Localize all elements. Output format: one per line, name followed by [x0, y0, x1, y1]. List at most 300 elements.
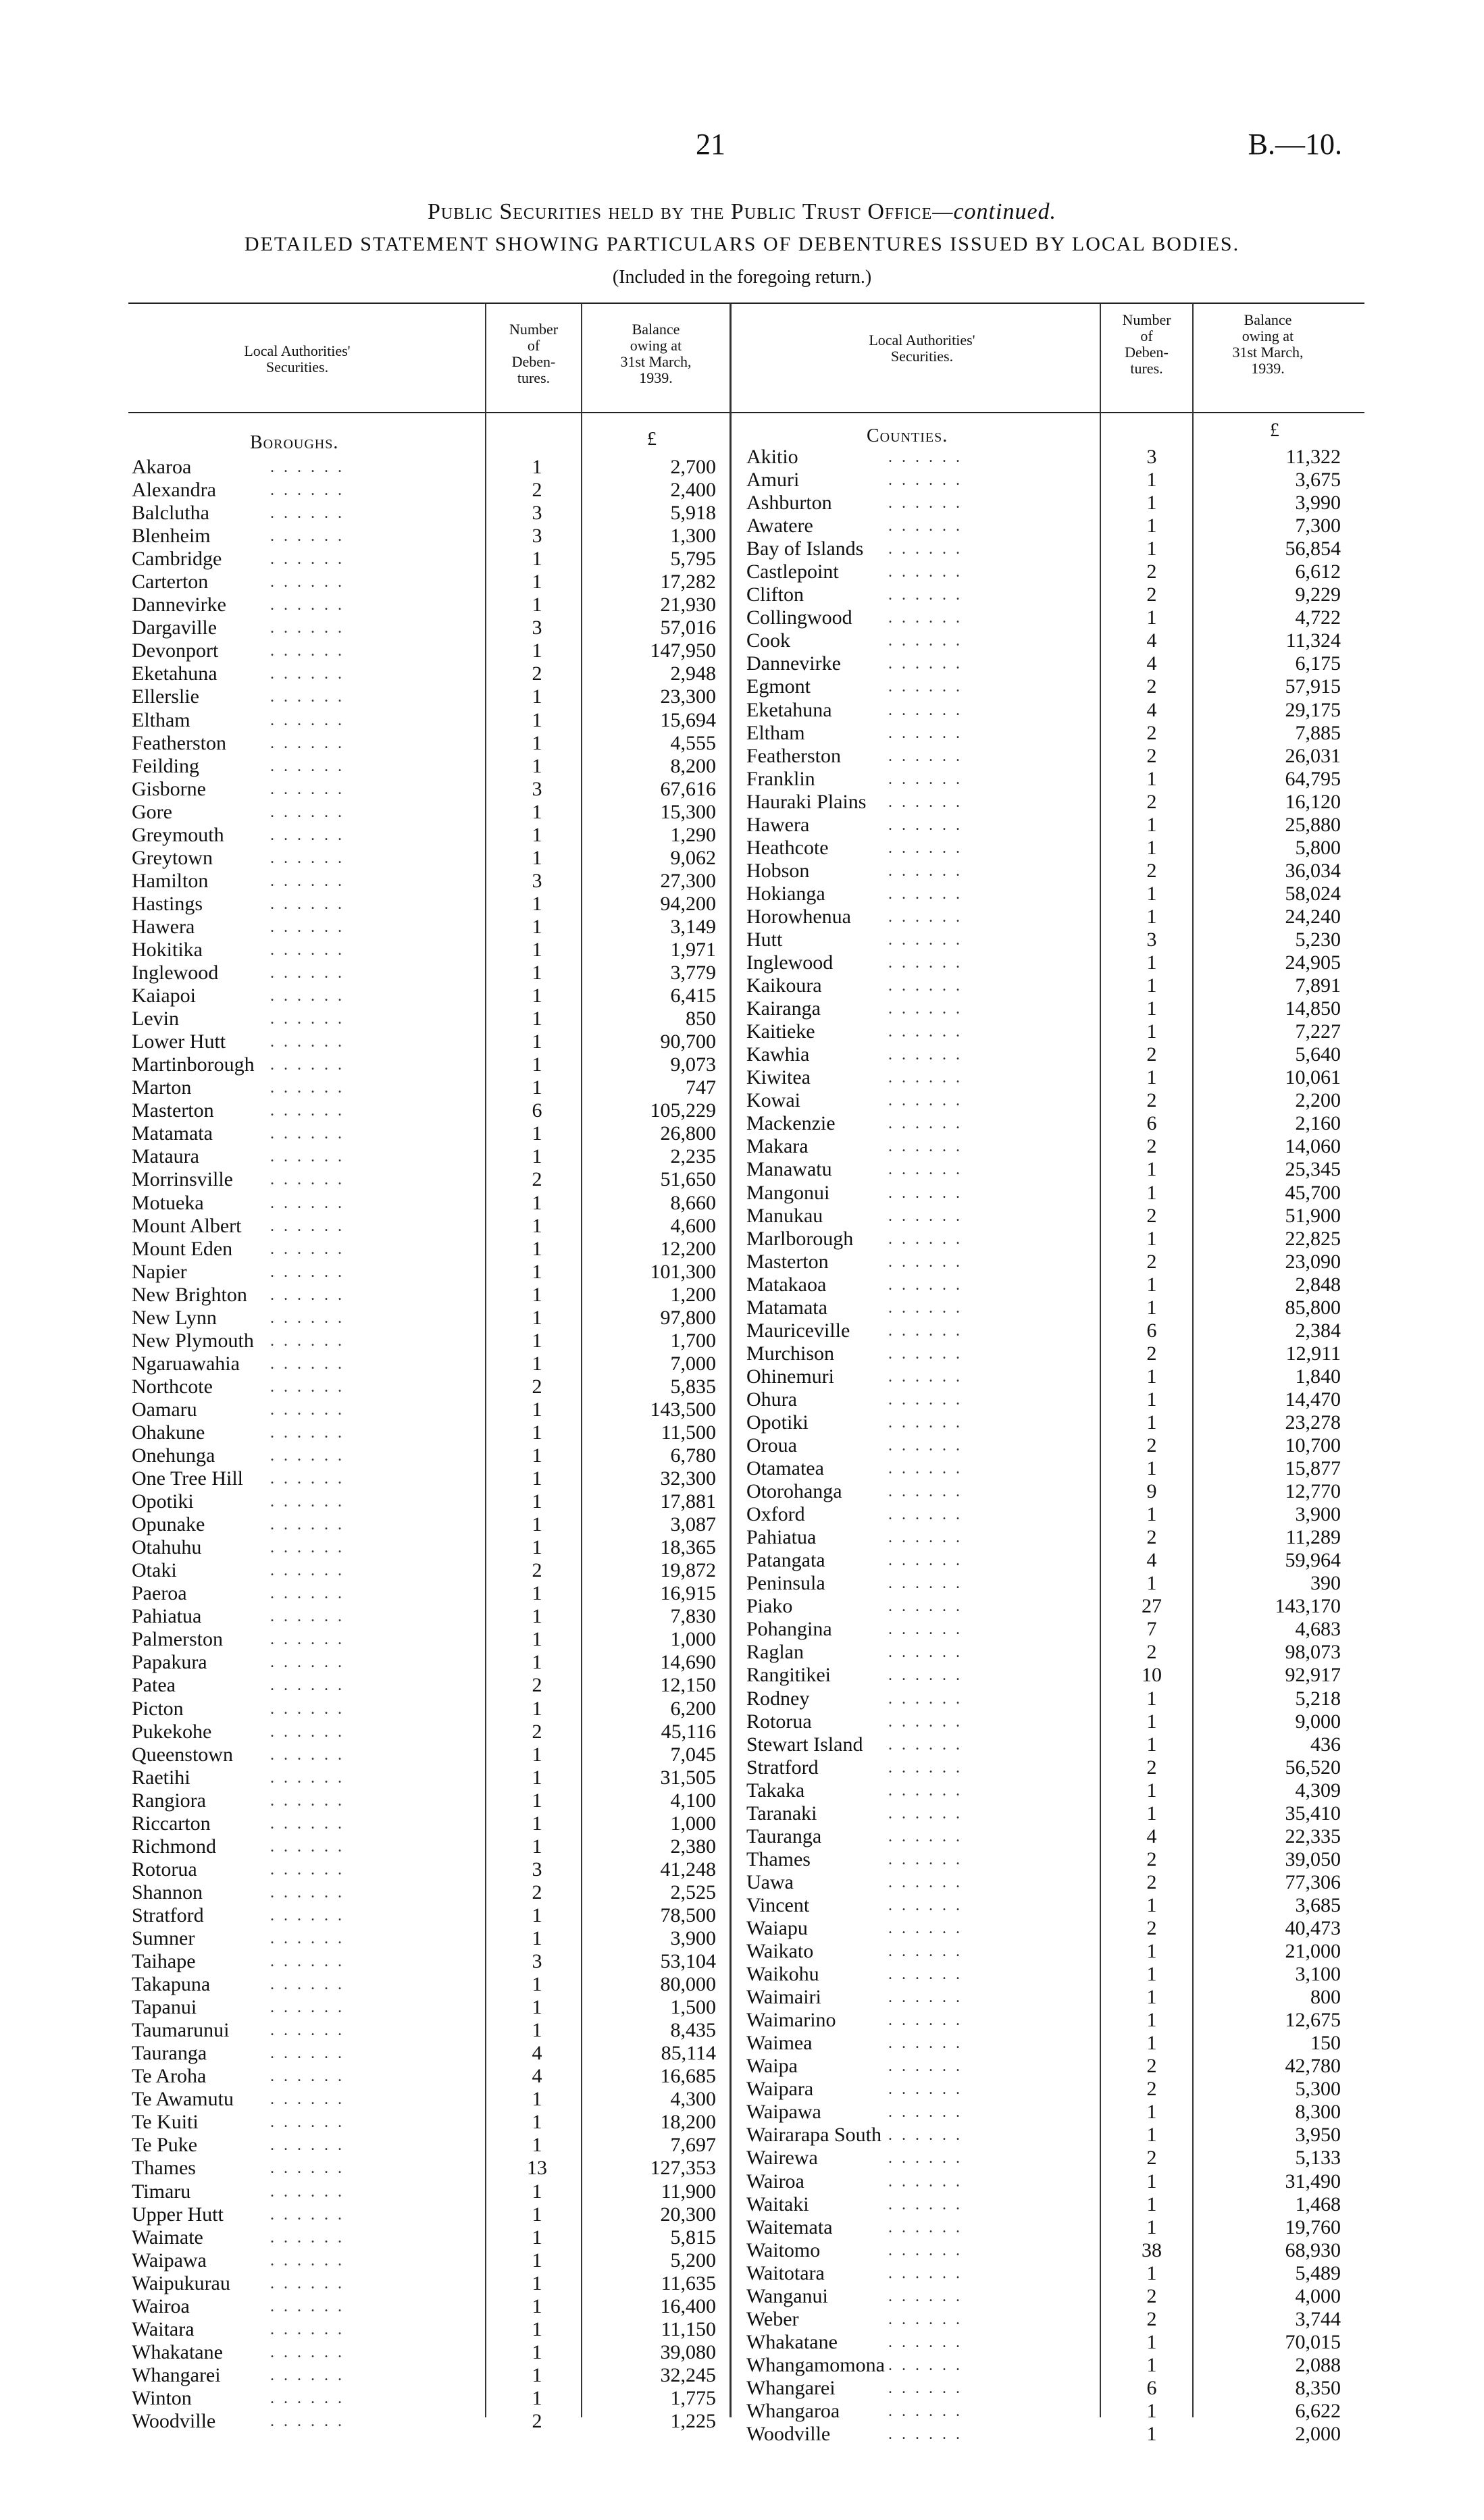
balance-owing: 11,289 — [1285, 1526, 1341, 1549]
debenture-count: 1 — [532, 685, 542, 708]
leader-dots: . . . . . . — [888, 1321, 963, 1340]
table-row — [132, 916, 726, 939]
leader-dots: . . . . . . — [888, 2241, 963, 2259]
balance-owing: 39,050 — [1285, 1847, 1341, 1870]
table-row — [132, 639, 726, 662]
balance-owing: 7,300 — [1295, 515, 1341, 537]
leader-dots: . . . . . . — [270, 688, 344, 706]
balance-owing: 7,000 — [670, 1352, 716, 1375]
authority-name: Pohangina — [746, 1618, 832, 1641]
leader-dots: . . . . . . — [888, 908, 963, 926]
authority-name: One Tree Hill — [132, 1467, 243, 1490]
authority-name: Marton — [132, 1076, 192, 1099]
debenture-count: 1 — [532, 639, 542, 662]
table-row — [746, 974, 1354, 997]
left-balance-header-line1: Balance — [632, 321, 680, 338]
authority-name: Waikato — [746, 1940, 814, 1963]
balance-owing: 2,848 — [1295, 1273, 1341, 1296]
table-row — [746, 997, 1354, 1020]
leader-dots: . . . . . . — [270, 987, 344, 1005]
debenture-count: 1 — [532, 1352, 542, 1375]
balance-owing: 3,149 — [670, 915, 716, 938]
debenture-count: 1 — [532, 2249, 542, 2272]
table-row — [746, 675, 1354, 698]
authority-name: Inglewood — [746, 951, 834, 974]
leader-dots: . . . . . . — [888, 1644, 963, 1662]
balance-owing: 8,660 — [670, 1191, 716, 1214]
table-row — [132, 2364, 726, 2387]
debenture-count: 1 — [532, 1122, 542, 1145]
authority-name: Akitio — [746, 446, 798, 468]
leader-dots: . . . . . . — [270, 1723, 344, 1741]
debenture-count: 1 — [1146, 1411, 1157, 1434]
table-row — [746, 1089, 1354, 1112]
table-row — [132, 1605, 726, 1628]
debenture-count: 1 — [1146, 2032, 1157, 2055]
table-row — [132, 870, 726, 893]
debenture-count: 2 — [1146, 2307, 1157, 2330]
debenture-count: 1 — [1146, 2423, 1157, 2446]
balance-owing: 23,090 — [1285, 1250, 1341, 1273]
leader-dots: . . . . . . — [270, 1562, 344, 1580]
balance-owing: 12,911 — [1285, 1342, 1341, 1365]
debenture-count: 27 — [1142, 1595, 1162, 1618]
authority-name: Martinborough — [132, 1053, 255, 1076]
table-row — [132, 985, 726, 1007]
authority-name: Kairanga — [746, 997, 821, 1020]
authority-name: Devonport — [132, 639, 219, 662]
balance-owing: 2,200 — [1295, 1089, 1341, 1112]
table-row — [746, 606, 1354, 629]
leader-dots: . . . . . . — [270, 964, 344, 982]
leader-dots: . . . . . . — [888, 1115, 963, 1133]
balance-owing: 39,080 — [660, 2340, 716, 2363]
balance-owing: 9,073 — [670, 1053, 716, 1076]
debenture-count: 2 — [1146, 1870, 1157, 1893]
leader-dots: . . . . . . — [270, 1355, 344, 1373]
table-row — [746, 1457, 1354, 1480]
balance-owing: 14,060 — [1285, 1135, 1341, 1158]
balance-owing: 98,073 — [1285, 1641, 1341, 1664]
debenture-count: 1 — [532, 2226, 542, 2249]
leader-dots: . . . . . . — [888, 1781, 963, 1800]
right-balance-header-line2: owing at — [1242, 327, 1294, 344]
leader-dots: . . . . . . — [888, 793, 963, 811]
debenture-count: 1 — [532, 1398, 542, 1421]
table-row — [746, 722, 1354, 745]
balance-owing: 12,200 — [660, 1237, 716, 1260]
leader-dots: . . . . . . — [888, 1000, 963, 1018]
counties-heading: Counties. — [867, 425, 948, 446]
leader-dots: . . . . . . — [888, 1161, 963, 1179]
table-row — [746, 652, 1354, 675]
debenture-count: 2 — [1146, 1204, 1157, 1227]
debenture-count: 3 — [532, 869, 542, 892]
leader-dots: . . . . . . — [270, 1700, 344, 1718]
table-row — [132, 1812, 726, 1835]
table-row — [746, 1549, 1354, 1572]
table-row — [132, 1238, 726, 1261]
balance-owing: 390 — [1310, 1572, 1341, 1595]
debenture-count: 1 — [532, 846, 542, 869]
leader-dots: . . . . . . — [888, 1460, 963, 1478]
balance-owing: 57,915 — [1285, 675, 1341, 698]
debenture-count: 9 — [1146, 1480, 1157, 1503]
balance-owing: 1,500 — [670, 1996, 716, 2019]
debenture-count: 1 — [1146, 813, 1157, 836]
debenture-count: 2 — [1146, 2078, 1157, 2101]
authority-name: Bay of Islands — [746, 537, 864, 560]
debenture-count: 2 — [532, 1881, 542, 1904]
leader-dots: . . . . . . — [270, 2205, 344, 2224]
authority-name: Dannevirke — [132, 594, 226, 616]
authority-name: Otorohanga — [746, 1480, 842, 1503]
debenture-count: 1 — [1146, 1986, 1157, 2009]
table-row — [132, 1789, 726, 1812]
authority-name: Taranaki — [746, 1802, 817, 1825]
authority-name: Makara — [746, 1135, 809, 1158]
authority-name: Stratford — [132, 1904, 204, 1926]
page-number: 21 — [696, 128, 725, 161]
table-row — [746, 1503, 1354, 1526]
table-row — [746, 2193, 1354, 2216]
leader-dots: . . . . . . — [270, 803, 344, 821]
debenture-count: 1 — [532, 1306, 542, 1329]
leader-dots: . . . . . . — [270, 1377, 344, 1396]
right-securities-header-line1: Local Authorities' — [869, 332, 975, 348]
authority-name: Kaitieke — [746, 1020, 815, 1043]
authority-name: Palmerston — [132, 1628, 223, 1651]
leader-dots: . . . . . . — [888, 2218, 963, 2236]
table-row — [746, 629, 1354, 652]
leader-dots: . . . . . . — [888, 1712, 963, 1731]
debenture-count: 1 — [1146, 1687, 1157, 1710]
debenture-count: 1 — [532, 731, 542, 754]
table-row — [746, 1388, 1354, 1411]
table-row — [746, 883, 1354, 905]
debenture-count: 1 — [532, 2019, 542, 2042]
balance-owing: 11,500 — [661, 1421, 716, 1444]
balance-owing: 2,160 — [1295, 1112, 1341, 1135]
table-row — [746, 1618, 1354, 1641]
balance-owing: 16,685 — [660, 2065, 716, 2088]
leader-dots: . . . . . . — [888, 954, 963, 972]
balance-owing: 12,675 — [1285, 2009, 1341, 2032]
debenture-count: 1 — [1146, 2124, 1157, 2147]
leader-dots: . . . . . . — [270, 1332, 344, 1350]
table-row — [746, 2308, 1354, 2331]
debenture-count: 10 — [1142, 1664, 1162, 1687]
authority-name: Hawera — [132, 915, 195, 938]
debenture-count: 1 — [1146, 1963, 1157, 1986]
balance-owing: 21,930 — [660, 594, 716, 616]
authority-name: Horowhenua — [746, 905, 851, 928]
balance-owing: 36,034 — [1285, 859, 1341, 882]
debenture-count: 1 — [532, 1973, 542, 1996]
debenture-count: 4 — [532, 2042, 542, 2065]
table-row — [746, 905, 1354, 928]
authority-name: Eketahuna — [746, 698, 832, 721]
table-row — [746, 2101, 1354, 2124]
right-number-header-line2: of — [1140, 327, 1153, 344]
boroughs-list — [132, 456, 726, 2433]
balance-owing: 20,300 — [660, 2203, 716, 2226]
table-row — [746, 1894, 1354, 1917]
table-row — [132, 709, 726, 732]
debenture-count: 3 — [1146, 446, 1157, 468]
balance-owing: 3,675 — [1295, 469, 1341, 492]
debenture-count: 1 — [1146, 492, 1157, 515]
authority-name: Mount Albert — [132, 1214, 242, 1237]
balance-owing: 68,930 — [1285, 2238, 1341, 2261]
document-reference: B.—10. — [1248, 128, 1342, 161]
table-row — [746, 1342, 1354, 1365]
debenture-count: 3 — [532, 525, 542, 548]
table-row — [132, 1490, 726, 1513]
authority-name: Opotiki — [746, 1411, 809, 1434]
debenture-count: 7 — [1146, 1618, 1157, 1641]
leader-dots: . . . . . . — [270, 2251, 344, 2269]
authority-name: Mauriceville — [746, 1319, 850, 1342]
table-row — [746, 1710, 1354, 1733]
leader-dots: . . . . . . — [270, 826, 344, 844]
table-row — [132, 1284, 726, 1307]
leader-dots: . . . . . . — [888, 1989, 963, 2007]
balance-owing: 5,795 — [670, 548, 716, 571]
balance-owing: 15,300 — [660, 800, 716, 823]
leader-dots: . . . . . . — [270, 1516, 344, 1534]
balance-owing: 5,230 — [1295, 928, 1341, 951]
authority-name: Thames — [132, 2157, 196, 2180]
authority-name: Weber — [746, 2307, 799, 2330]
balance-owing: 7,697 — [670, 2134, 716, 2157]
balance-owing: 1,468 — [1295, 2193, 1341, 2215]
balance-owing: 42,780 — [1285, 2055, 1341, 2078]
balance-owing: 12,150 — [660, 1674, 716, 1697]
debenture-count: 4 — [1146, 629, 1157, 652]
debenture-count: 4 — [532, 2065, 542, 2088]
table-row — [132, 2249, 726, 2272]
authority-name: Awatere — [746, 515, 813, 537]
balance-owing: 6,200 — [670, 1697, 716, 1720]
debenture-count: 2 — [1146, 1756, 1157, 1779]
authority-name: Mount Eden — [132, 1237, 233, 1260]
table-row — [746, 2354, 1354, 2377]
table-row — [132, 1398, 726, 1421]
balance-owing: 4,683 — [1295, 1618, 1341, 1641]
table-row — [746, 1917, 1354, 1940]
authority-name: Patea — [132, 1674, 176, 1697]
leader-dots: . . . . . . — [888, 2310, 963, 2328]
table-row — [746, 1963, 1354, 1986]
table-row — [746, 791, 1354, 814]
leader-dots: . . . . . . — [270, 550, 344, 569]
leader-dots: . . . . . . — [270, 2114, 344, 2132]
balance-owing: 2,400 — [670, 479, 716, 502]
table-row — [746, 515, 1354, 537]
table-row — [746, 699, 1354, 722]
debenture-count: 2 — [1146, 583, 1157, 606]
balance-owing: 11,635 — [661, 2272, 716, 2294]
balance-owing: 53,104 — [660, 1950, 716, 1973]
table-row — [132, 1582, 726, 1605]
leader-dots: . . . . . . — [888, 1666, 963, 1685]
table-row — [132, 685, 726, 708]
balance-owing: 2,384 — [1295, 1319, 1341, 1342]
table-row — [746, 2055, 1354, 2078]
debenture-count: 2 — [532, 1720, 542, 1743]
table-row — [132, 847, 726, 870]
table-row — [132, 1353, 726, 1375]
authority-name: Whangarei — [746, 2376, 836, 2399]
debenture-count: 1 — [532, 1444, 542, 1467]
leader-dots: . . . . . . — [888, 2425, 963, 2444]
balance-owing: 29,175 — [1285, 698, 1341, 721]
leader-dots: . . . . . . — [270, 918, 344, 936]
table-row — [132, 732, 726, 755]
leader-dots: . . . . . . — [888, 1207, 963, 1225]
balance-owing: 6,415 — [670, 985, 716, 1007]
table-row — [132, 1215, 726, 1238]
authority-name: Hastings — [132, 892, 203, 915]
table-row — [132, 616, 726, 639]
authority-name: Otamatea — [746, 1457, 824, 1480]
leader-dots: . . . . . . — [270, 458, 344, 476]
debenture-count: 1 — [532, 1766, 542, 1789]
debenture-count: 1 — [532, 2317, 542, 2340]
authority-name: Piako — [746, 1595, 793, 1618]
middle-divider — [730, 304, 732, 2417]
balance-owing: 127,353 — [650, 2157, 716, 2180]
leader-dots: . . . . . . — [270, 642, 344, 660]
authority-name: Shannon — [132, 1881, 203, 1904]
authority-name: Otahuhu — [132, 1536, 202, 1559]
title-main-text: Public Securities held by the Public Trust Office — [427, 199, 933, 224]
balance-owing: 15,694 — [660, 708, 716, 731]
leader-dots: . . . . . . — [270, 1930, 344, 1947]
authority-name: Pukekohe — [132, 1720, 212, 1743]
authority-name: Masterton — [746, 1250, 829, 1273]
balance-owing: 16,400 — [660, 2294, 716, 2317]
debenture-count: 2 — [1146, 1641, 1157, 1664]
debenture-count: 1 — [1146, 2170, 1157, 2193]
leader-dots: . . . . . . — [888, 1966, 963, 1984]
balance-owing: 25,345 — [1285, 1158, 1341, 1181]
table-row — [746, 2078, 1354, 2101]
leader-dots: . . . . . . — [888, 770, 963, 788]
balance-owing: 22,335 — [1285, 1825, 1341, 1847]
leader-dots: . . . . . . — [888, 1873, 963, 1891]
balance-owing: 22,825 — [1285, 1227, 1341, 1250]
leader-dots: . . . . . . — [270, 1194, 344, 1212]
authority-name: Levin — [132, 1007, 179, 1030]
authority-name: Waipukurau — [132, 2272, 230, 2294]
table-row — [132, 1513, 726, 1536]
right-number-header-line1: Number — [1122, 311, 1171, 328]
authority-name: Rotorua — [746, 1710, 812, 1733]
leader-dots: . . . . . . — [270, 1079, 344, 1097]
authority-name: Paeroa — [132, 1582, 187, 1605]
debenture-count: 1 — [532, 915, 542, 938]
authority-name: New Brighton — [132, 1283, 247, 1306]
authority-name: Waitotara — [746, 2261, 825, 2284]
authority-name: Patangata — [746, 1549, 825, 1572]
table-row — [746, 951, 1354, 974]
balance-owing: 2,380 — [670, 1835, 716, 1858]
authority-name: Alexandra — [132, 479, 216, 502]
debenture-count: 1 — [1146, 905, 1157, 928]
balance-owing: 9,000 — [1295, 1710, 1341, 1733]
leader-dots: . . . . . . — [270, 1906, 344, 1924]
table-row — [746, 560, 1354, 583]
authority-name: Oxford — [746, 1503, 805, 1526]
table-row — [132, 1099, 726, 1122]
authority-name: Waipa — [746, 2055, 798, 2078]
authority-name: Castlepoint — [746, 560, 839, 583]
authority-name: Eketahuna — [132, 662, 218, 685]
balance-owing: 4,100 — [670, 1789, 716, 1812]
debenture-count: 1 — [532, 962, 542, 985]
authority-name: Waipawa — [132, 2249, 207, 2272]
balance-owing: 105,229 — [650, 1099, 716, 1122]
counties-list — [746, 446, 1354, 2446]
leader-dots: . . . . . . — [270, 1677, 344, 1695]
leader-dots: . . . . . . — [888, 1069, 963, 1087]
debenture-count: 1 — [532, 2088, 542, 2111]
authority-name: Mangonui — [746, 1181, 830, 1204]
debenture-count: 1 — [532, 1812, 542, 1835]
table-row — [746, 1848, 1354, 1871]
authority-name: Manukau — [746, 1204, 823, 1227]
leader-dots: . . . . . . — [888, 885, 963, 903]
balance-owing: 90,700 — [660, 1030, 716, 1053]
table-row — [746, 1779, 1354, 1802]
debenture-count: 1 — [1146, 1365, 1157, 1388]
leader-dots: . . . . . . — [888, 1827, 963, 1845]
left-balance-header — [582, 321, 730, 386]
balance-owing: 5,800 — [1295, 836, 1341, 859]
table-row — [132, 571, 726, 594]
authority-name: Waimate — [132, 2226, 203, 2249]
leader-dots: . . . . . . — [270, 619, 344, 637]
debenture-count: 2 — [1146, 859, 1157, 882]
table-row — [132, 1973, 726, 1996]
authority-name: Taihape — [132, 1950, 196, 1973]
authority-name: Hobson — [746, 859, 810, 882]
leader-dots: . . . . . . — [888, 517, 963, 535]
authority-name: Amuri — [746, 469, 800, 492]
balance-owing: 7,891 — [1295, 974, 1341, 997]
debenture-count: 1 — [532, 1835, 542, 1858]
table-row — [132, 1674, 726, 1697]
table-row — [746, 928, 1354, 951]
balance-owing: 1,775 — [670, 2386, 716, 2409]
leader-dots: . . . . . . — [270, 1309, 344, 1327]
leader-dots: . . . . . . — [270, 1883, 344, 1901]
table-row — [746, 1296, 1354, 1319]
authority-name: Blenheim — [132, 525, 211, 548]
table-row — [132, 1192, 726, 1215]
leader-dots: . . . . . . — [270, 1102, 344, 1120]
leader-dots: . . . . . . — [888, 1344, 963, 1363]
balance-owing: 35,410 — [1285, 1802, 1341, 1825]
balance-owing: 143,170 — [1275, 1595, 1341, 1618]
debenture-count: 1 — [532, 1007, 542, 1030]
debenture-count: 2 — [1146, 1917, 1157, 1939]
leader-dots: . . . . . . — [270, 1286, 344, 1304]
debenture-count: 1 — [1146, 1802, 1157, 1825]
balance-owing: 56,854 — [1285, 537, 1341, 560]
